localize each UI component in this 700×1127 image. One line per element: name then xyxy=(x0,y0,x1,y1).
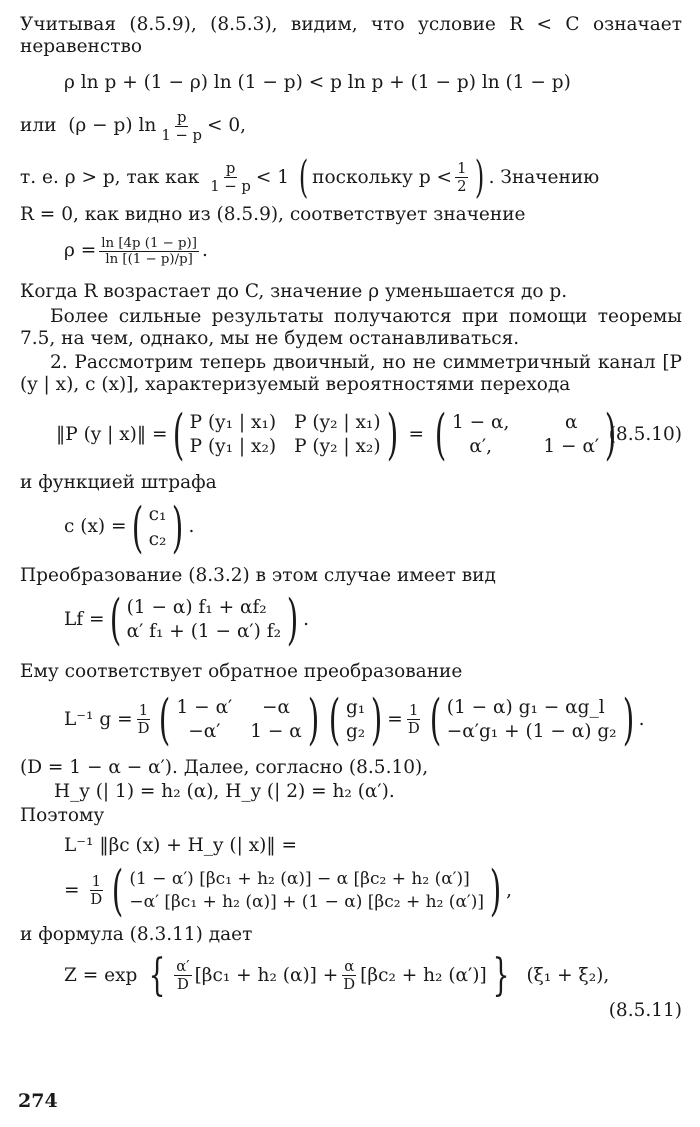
fraction-denominator: D xyxy=(137,720,150,738)
paragraph-kogda: Когда R возрастает до C, значение ρ уменьшается до p. xyxy=(20,281,568,303)
fraction-half xyxy=(455,160,468,195)
equation-hy: H_y (| 1) = h₂ (α), H_y (| 2) = h₂ (α′). xyxy=(54,781,395,803)
equation-te-line xyxy=(20,151,682,203)
lt-one: < 1 xyxy=(255,166,290,188)
lf-vector-cells xyxy=(126,597,282,643)
vector-cell: g₁ xyxy=(345,696,366,718)
fraction-alpha-prime-over-d xyxy=(174,958,191,993)
paren-close: ) xyxy=(475,151,485,203)
matrix-cell: 1 − α′ xyxy=(176,696,233,718)
fraction-denominator: 1 − p xyxy=(210,178,251,196)
lf-lhs: Lf = xyxy=(64,608,105,630)
paragraph-intro: Учитывая (8.5.9), (8.5.3), видим, что условие R < C означает неравенство xyxy=(20,14,682,58)
fraction-numerator: α′ xyxy=(176,958,190,976)
matrix-p-lhs: ‖P (y | x)‖ = xyxy=(56,424,168,446)
lf-vector: ( (1 − α) f₁ + αf₂ α′ f₁ + (1 − α′) f₂ ) xyxy=(109,587,299,651)
equation-cost: c (x) = ( c₁ c₂ ) . xyxy=(64,495,195,559)
matrix-cell: α′, xyxy=(469,436,492,458)
fraction-denominator: D xyxy=(407,720,420,738)
matrix-alpha: ( 1 − α, α α′, 1 − α′ ) xyxy=(434,403,617,467)
fraction-denominator: D xyxy=(343,976,356,994)
paren-open: ( xyxy=(298,151,309,203)
linv-result-vector: ( (1 − α) g₁ − αg_l −α′g₁ + (1 − α) g₂ ) xyxy=(429,687,634,751)
page-number: 274 xyxy=(18,1090,58,1112)
fraction-denominator: 1 − p xyxy=(161,126,203,144)
p-lt: p < xyxy=(418,166,453,188)
paragraph-r-zero: R = 0, как видно из (8.5.9), соответствует значение xyxy=(20,203,526,225)
equation-big-rhs: = $\frac{1}{D}$ ( (1 − α′) [βc₁ + h₂ (α)] − α [βc₂ + h₂ (α′)] −α′ [βc₁ + h₂ (α)] + (1 − α) [βc₂ + h₂ (α′)] ) , xyxy=(64,858,513,922)
paragraph-section-2: 2. Рассмотрим теперь двоичный, но не симметричный канал [P (y | x), c (x)], характеризуемый вероятностями перехода xyxy=(20,351,682,396)
vector-cell: c₂ xyxy=(148,528,167,550)
ili-lhs: (ρ − p) ln xyxy=(68,114,157,136)
paragraph-formula: и формула (8.3.11) дает xyxy=(20,923,253,945)
vector-cell: g₂ xyxy=(345,720,366,742)
fraction-numerator: 1 xyxy=(138,702,149,720)
inequality-expression: ρ ln p + (1 − ρ) ln (1 − p) < p ln p + (1 − p) ln (1 − p) xyxy=(64,72,571,94)
paragraph-bolee: Более сильные результаты получаются при помощи теоремы 7.5, на чем, однако, мы не будем останавливаться. xyxy=(20,305,682,349)
fraction-p-over-1mp-2 xyxy=(208,160,253,195)
paragraph-obratnoe: Ему соответствует обратное преобразование xyxy=(20,660,463,682)
paragraph-dalee: (D = 1 − α − α′). Далее, согласно (8.5.10), xyxy=(20,756,429,778)
vector-cell: α′ f₁ + (1 − α′) f₂ xyxy=(126,620,281,642)
fraction-1-over-d-3 xyxy=(88,873,104,908)
linv-lhs: L⁻¹ g = xyxy=(64,708,133,730)
vector-cell: (1 − α) g₁ − αg_l xyxy=(446,696,605,718)
fraction-numerator: α xyxy=(344,958,355,976)
cost-lhs: c (x) = xyxy=(64,516,127,538)
equation-linv: L⁻¹ g = $\frac{1}{D}$ ( 1 − α′ −α −α′ 1 − α ) ( g₁ g₂ ) = $\frac{1}{D}$ ( (1 − α) g₁ − αg_l −α′g₁ + (1 − α) g₂ ) . xyxy=(64,687,645,751)
word-ili: или xyxy=(20,114,57,136)
equation-lf: Lf = ( (1 − α) f₁ + αf₂ α′ f₁ + (1 − α′) f₂ ) . xyxy=(64,587,309,651)
g-vector: ( g₁ g₂ ) xyxy=(328,687,383,751)
fraction-numerator: 1 xyxy=(409,702,419,720)
equation-big-lhs xyxy=(20,835,682,857)
equation-z: Z = exp { $\frac{\alpha'}{D}$ [βc₁ + h₂ (α)] + $\frac{\alpha}{D}$ [βc₂ + h₂ (α′)] } (ξ₁ + ξ₂), xyxy=(64,949,610,1001)
z-term-2: [βc₂ + h₂ (α′)] xyxy=(360,964,487,986)
fraction-numerator: 1 xyxy=(457,160,467,178)
linv-result-cells xyxy=(446,697,618,743)
matrix-cell: P (y₂ | x₁) xyxy=(294,412,381,434)
fraction-denominator: D xyxy=(176,976,189,994)
fraction-numerator: ln [4p (1 − p)] xyxy=(101,235,197,251)
vector-cell: −α′ [βc₁ + h₂ (α)] + (1 − α) [βc₂ + h₂ (α′)] xyxy=(129,891,485,912)
matrix-p-cells xyxy=(189,412,382,458)
word-znacheniyu: . Значению xyxy=(488,166,600,188)
word-poskolku: поскольку xyxy=(312,166,413,188)
fraction-p-over-1mp xyxy=(159,109,204,144)
cost-vector: ( c₁ c₂ ) xyxy=(131,495,184,559)
fraction-numerator: 1 xyxy=(91,873,102,891)
paragraph-shtraf: и функцией штрафа xyxy=(20,472,217,494)
z-term-1: [βc₁ + h₂ (α)] + xyxy=(194,964,339,986)
fraction-alpha-over-d xyxy=(341,958,357,993)
vector-cell: (1 − α′) [βc₁ + h₂ (α)] − α [βc₂ + h₂ (α′)] xyxy=(129,869,470,890)
matrix-alpha-cells xyxy=(451,412,600,458)
vector-cell: (1 − α) f₁ + αf₂ xyxy=(126,596,267,618)
matrix-cell: −α xyxy=(262,696,291,718)
paragraph-poetomu: Поэтому xyxy=(20,805,105,827)
big-vector-cells xyxy=(128,869,485,912)
fraction-denominator: 2 xyxy=(457,178,467,196)
equation-rho xyxy=(20,236,682,268)
fraction-rho xyxy=(99,236,199,268)
linv-matrix-cells xyxy=(176,697,303,743)
fraction-numerator: p xyxy=(225,160,236,178)
equation-number: (8.5.10) xyxy=(608,424,682,446)
matrix-cell: 1 − α′ xyxy=(543,436,600,458)
vector-cell: c₁ xyxy=(148,504,167,526)
fraction-1-over-d-2 xyxy=(406,702,422,737)
matrix-p: ( P (y₁ | x₁) P (y₂ | x₁) P (y₁ | x₂) P (y₂ | x₂) ) xyxy=(172,403,398,467)
matrix-cell: 1 − α xyxy=(250,720,302,742)
fraction-denominator: ln [(1 − p)/p] xyxy=(105,252,193,268)
g-vector-cells xyxy=(345,697,366,743)
matrix-cell: P (y₁ | x₂) xyxy=(189,436,277,458)
z-xi: (ξ₁ + ξ₂), xyxy=(526,964,610,986)
matrix-cell: α xyxy=(565,412,578,434)
equation-ili xyxy=(20,109,682,144)
matrix-cell: P (y₁ | x₁) xyxy=(189,412,277,434)
matrix-cell: 1 − α, xyxy=(452,412,510,434)
equation-number-8-5-11: (8.5.11) xyxy=(608,999,682,1021)
te-start: т. е. ρ > p, так как xyxy=(20,166,200,188)
fraction-numerator: p xyxy=(176,108,187,126)
period: . xyxy=(201,240,208,262)
equation-inequality xyxy=(20,72,682,94)
matrix-cell: P (y₂ | x₂) xyxy=(294,436,381,458)
paragraph-preobr: Преобразование (8.3.2) в этом случае имеет вид xyxy=(20,564,496,586)
z-lhs: Z = exp xyxy=(64,964,138,986)
ili-rhs: < 0, xyxy=(207,114,247,136)
cost-vector-cells xyxy=(148,504,168,550)
fraction-1-over-d xyxy=(136,702,152,737)
big-lhs: L⁻¹ ‖βc (x) + H_y (| x)‖ = xyxy=(64,835,297,857)
matrix-cell: −α′ xyxy=(188,720,221,742)
fraction-denominator: D xyxy=(90,891,103,909)
equation-8-5-10: ‖P (y | x)‖ = ( P (y₁ | x₁) P (y₂ | x₁) P (y₁ | x₂) P (y₂ | x₂) ) = ( 1 − α, α α′, 1 − α′ ) (8.5.10) xyxy=(56,403,682,467)
big-vector: ( (1 − α′) [βc₁ + h₂ (α)] − α [βc₂ + h₂ (α′)] −α′ [βc₁ + h₂ (α)] + (1 − α) [βc₂ + h₂ (α′)] ) xyxy=(112,858,502,922)
linv-matrix: ( 1 − α′ −α −α′ 1 − α ) xyxy=(159,687,320,751)
vector-cell: −α′g₁ + (1 − α) g₂ xyxy=(446,720,617,742)
rho-lhs: ρ = xyxy=(64,240,97,262)
